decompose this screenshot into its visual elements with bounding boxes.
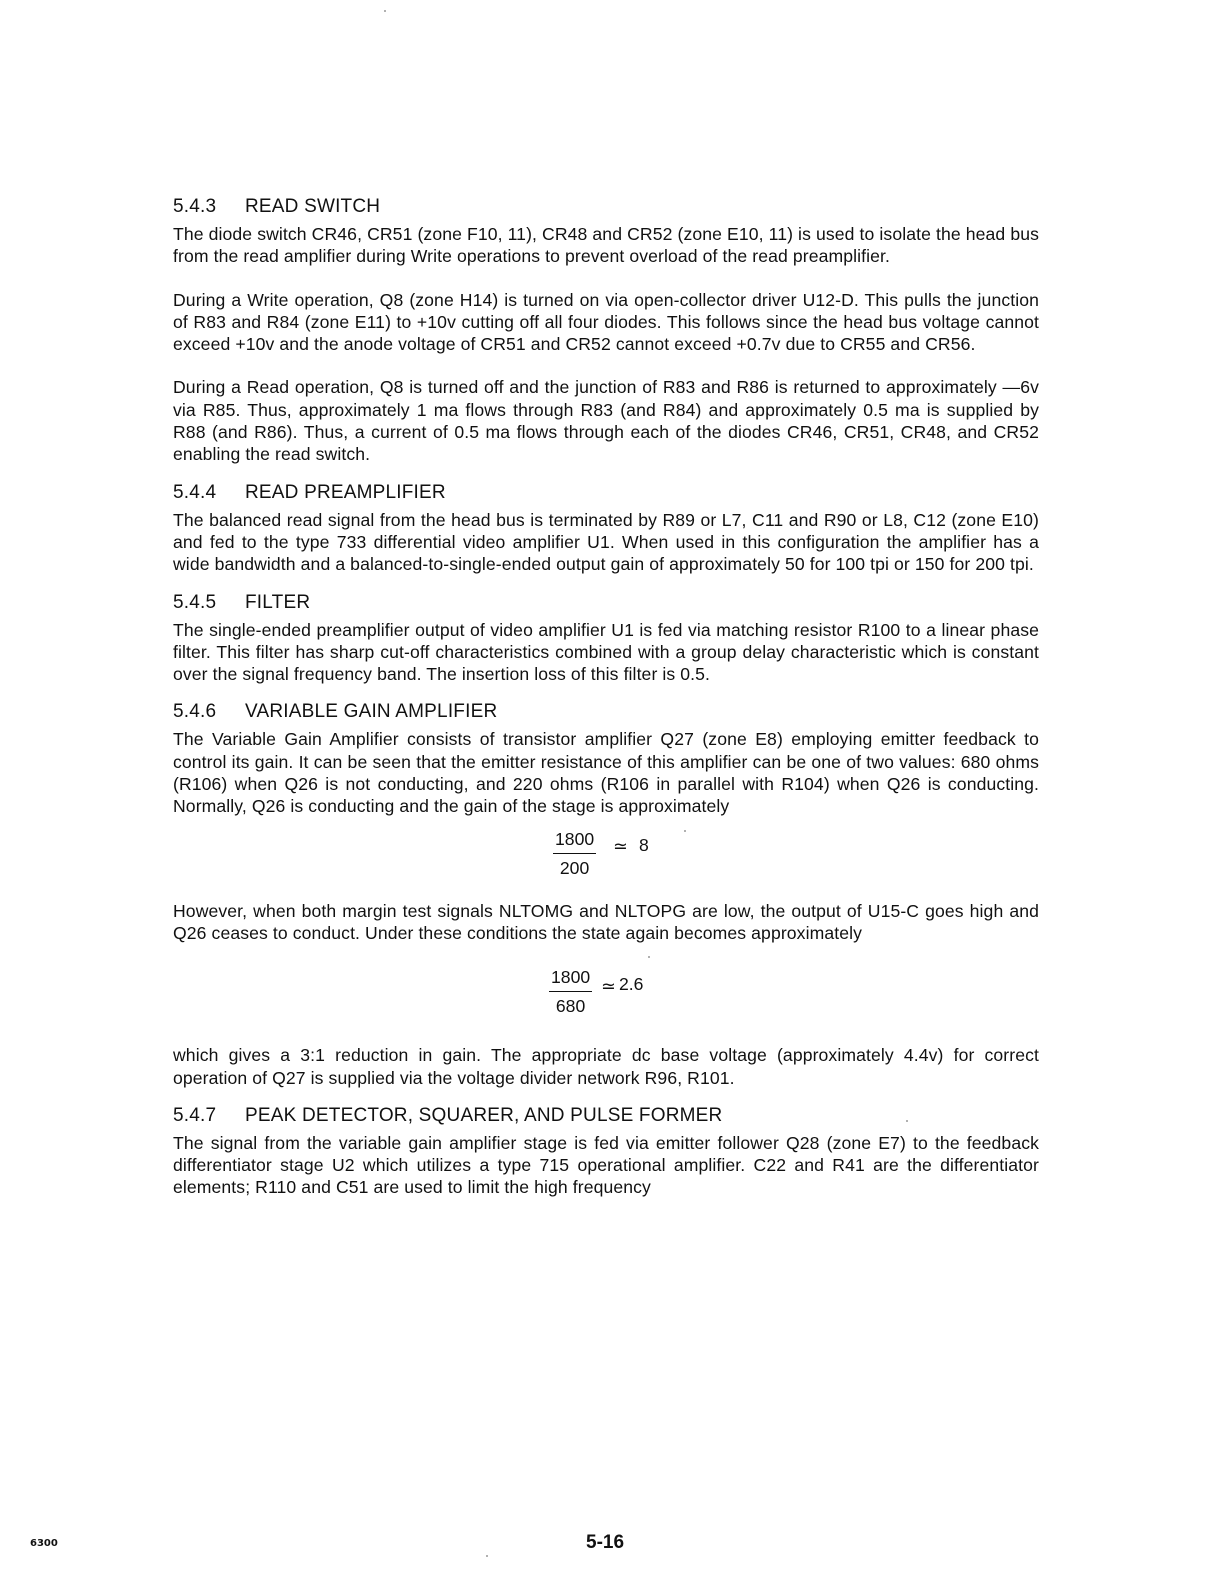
document-code: 6300 bbox=[30, 1538, 58, 1549]
fraction bbox=[553, 828, 596, 879]
paragraph: The balanced read signal from the head bus is terminated by R89 or L7, C11 and R90 or L8, C12 (zone E10) and fed to the type 733 differential video amplifier U1. When used in this configuration the amplifier has a wide bandwidth and a balanced-to-single-ended output gain of approximately 50 for 100 tpi or 150 for 200 tpi. bbox=[173, 509, 1039, 575]
fraction-denominator: 680 bbox=[555, 996, 586, 1017]
fraction-denominator: 200 bbox=[559, 857, 590, 878]
section-heading bbox=[173, 194, 1039, 220]
scan-speck bbox=[906, 1120, 908, 1122]
section-heading bbox=[173, 699, 1039, 725]
formula-result: 2.6 bbox=[619, 974, 644, 995]
approx-relation: ≃ bbox=[601, 976, 616, 997]
scan-speck bbox=[684, 830, 686, 832]
scan-speck bbox=[384, 10, 386, 12]
section-number: 5.4.4 bbox=[173, 481, 217, 503]
section-number: 5.4.3 bbox=[173, 196, 217, 217]
page-body bbox=[173, 194, 1039, 1199]
section-title: READ PREAMPLIFIER bbox=[245, 481, 446, 503]
scan-speck bbox=[486, 1555, 488, 1557]
paragraph: which gives a 3:1 reduction in gain. The appropriate dc base voltage (approximately 4.4v) for correct operation of Q27 is supplied via the voltage divider network R96, R101. bbox=[173, 1045, 1039, 1088]
section-title: FILTER bbox=[245, 591, 311, 613]
scan-speck bbox=[648, 956, 650, 958]
approx-relation: ≃ bbox=[613, 835, 628, 856]
paragraph: The Variable Gain Amplifier consists of transistor amplifier Q27 (zone E8) employing emitter feedback to control its gain. It can be seen that the emitter resistance of this amplifier can be one of two values: 680 ohms (R106) when Q26 is not conducting, and 220 ohms (R106 in parallel with R104) when Q26 is conducting. Normally, Q26 is conducting and the gain of the stage is approximately bbox=[173, 729, 1039, 817]
fraction-bar bbox=[553, 853, 596, 854]
section-title: READ SWITCH bbox=[245, 196, 381, 217]
fraction-bar bbox=[549, 991, 592, 992]
section-number: 5.4.5 bbox=[173, 591, 217, 613]
paragraph: During a Read operation, Q8 is turned off and the junction of R83 and R86 is returned to approximately —6v via R85. Thus, approximately 1 ma flows through R83 (and R84) and approximately 0.5 ma is supplied by R88 (and R86). Thus, a current of 0.5 ma flows through each of the diodes CR46, CR51, CR48, and CR52 enabling the read switch. bbox=[173, 377, 1039, 465]
section-heading bbox=[173, 1103, 1039, 1129]
gain-formula-normal bbox=[173, 828, 1039, 900]
section-number: 5.4.7 bbox=[173, 1104, 217, 1126]
fraction bbox=[549, 966, 592, 1017]
section-number: 5.4.6 bbox=[173, 701, 217, 723]
section-heading bbox=[173, 480, 1039, 506]
section-heading bbox=[173, 590, 1039, 616]
page-number: 5-16 bbox=[586, 1532, 625, 1553]
paragraph: The diode switch CR46, CR51 (zone F10, 11), CR48 and CR52 (zone E10, 11) is used to isolate the head bus from the read amplifier during Write operations to prevent overload of the read preamplifier. bbox=[173, 224, 1039, 267]
fraction-numerator: 1800 bbox=[555, 828, 595, 849]
fraction-numerator: 1800 bbox=[551, 967, 591, 988]
formula-result: 8 bbox=[639, 834, 649, 855]
gain-formula-reduced bbox=[173, 966, 1039, 1044]
section-title: PEAK DETECTOR, SQUARER, AND PULSE FORMER bbox=[245, 1104, 723, 1126]
paragraph: During a Write operation, Q8 (zone H14) is turned on via open-collector driver U12-D. This pulls the junction of R83 and R84 (zone E11) to +10v cutting off all four diodes. This follows since the head bus voltage cannot exceed +10v and the anode voltage of CR51 and CR52 cannot exceed +0.7v due to CR55 and CR56. bbox=[173, 289, 1039, 355]
paragraph: The signal from the variable gain amplifier stage is fed via emitter follower Q28 (zone E7) to the feedback differentiator stage U2 which utilizes a type 715 operational amplifier. C22 and R41 are the differentiator elements; R110 and C51 are used to limit the high frequency bbox=[173, 1132, 1039, 1198]
section-title: VARIABLE GAIN AMPLIFIER bbox=[245, 701, 498, 723]
paragraph: However, when both margin test signals NLTOMG and NLTOPG are low, the output of U15-C goes high and Q26 ceases to conduct. Under these conditions the state again becomes approximately bbox=[173, 900, 1039, 943]
paragraph: The single-ended preamplifier output of video amplifier U1 is fed via matching resistor R100 to a linear phase filter. This filter has sharp cut-off characteristics combined with a group delay characteristic which is constant over the signal frequency band. The insertion loss of this filter is 0.5. bbox=[173, 619, 1039, 685]
